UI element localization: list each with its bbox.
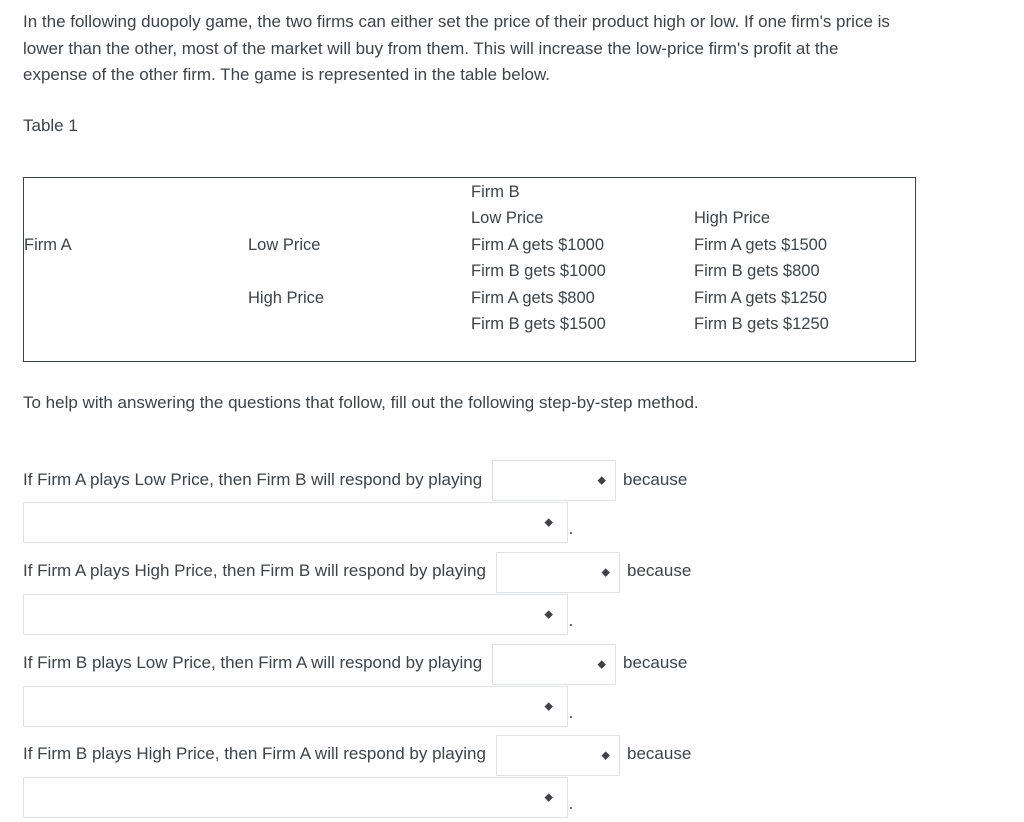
period-mark — [570, 532, 572, 534]
question-4-because-label: because — [627, 744, 692, 763]
intro-line-1: In the following duopoly game, the two firms can either set the price of their product high or low. If one firm's price is — [23, 12, 890, 31]
row-label-high-price: High Price — [248, 289, 325, 307]
period-mark — [570, 807, 572, 809]
question-4-response-select[interactable] — [496, 735, 620, 776]
period-mark — [570, 716, 572, 718]
table-caption: Table 1 — [23, 116, 78, 135]
question-4-reason-select[interactable] — [23, 777, 568, 818]
question-2-response-select[interactable] — [496, 552, 620, 593]
question-2-text: If Firm A plays High Price, then Firm B will respond by playing — [23, 561, 486, 580]
cell-high-high-firm-b: Firm B gets $1250 — [694, 315, 829, 333]
cell-low-low-firm-a: Firm A gets $1000 — [471, 236, 604, 254]
cell-low-high-firm-b: Firm B gets $800 — [694, 262, 820, 280]
question-3-text: If Firm B plays Low Price, then Firm A will respond by playing — [23, 653, 483, 672]
question-1-reason-select[interactable] — [23, 502, 568, 543]
question-2-reason-select[interactable] — [23, 594, 568, 635]
cell-high-high-firm-a: Firm A gets $1250 — [694, 289, 827, 307]
question-3-because-label: because — [623, 653, 688, 672]
updown-arrows-icon: ◆ — [601, 566, 610, 578]
updown-arrows-icon: ◆ — [544, 700, 553, 712]
cell-low-low-firm-b: Firm B gets $1000 — [471, 262, 606, 280]
question-4-text: If Firm B plays High Price, then Firm A will respond by playing — [23, 744, 486, 763]
payoff-table — [23, 177, 916, 362]
updown-arrows-icon: ◆ — [544, 791, 553, 803]
question-1-response-select[interactable] — [492, 460, 616, 501]
column-header-firm-b: Firm B — [471, 183, 520, 201]
cell-high-low-firm-b: Firm B gets $1500 — [471, 315, 606, 333]
intro-line-3: expense of the other firm. The game is represented in the table below. — [23, 65, 550, 84]
question-3-response-select[interactable] — [492, 644, 616, 685]
updown-arrows-icon: ◆ — [597, 658, 606, 670]
cell-high-low-firm-a: Firm A gets $800 — [471, 289, 595, 307]
instruction-text: To help with answering the questions that follow, fill out the following step-by-step method. — [23, 393, 699, 412]
updown-arrows-icon: ◆ — [597, 474, 606, 486]
column-label-high-price: High Price — [694, 209, 771, 227]
updown-arrows-icon: ◆ — [544, 608, 553, 620]
intro-line-2: lower than the other, most of the market will buy from them. This will increase the low-price firm's profit at the — [23, 38, 839, 58]
intro-paragraph — [23, 9, 983, 89]
updown-arrows-icon: ◆ — [544, 516, 553, 528]
question-2-because-label: because — [627, 561, 692, 580]
column-label-low-price: Low Price — [471, 209, 544, 227]
cell-low-high-firm-a: Firm A gets $1500 — [694, 236, 827, 254]
question-3-reason-select[interactable] — [23, 686, 568, 727]
question-1-text: If Firm A plays Low Price, then Firm B will respond by playing — [23, 470, 483, 489]
period-mark — [570, 624, 572, 626]
row-label-low-price: Low Price — [248, 236, 321, 254]
updown-arrows-icon: ◆ — [601, 749, 610, 761]
row-header-firm-a: Firm A — [24, 236, 72, 254]
question-1-because-label: because — [623, 470, 688, 489]
